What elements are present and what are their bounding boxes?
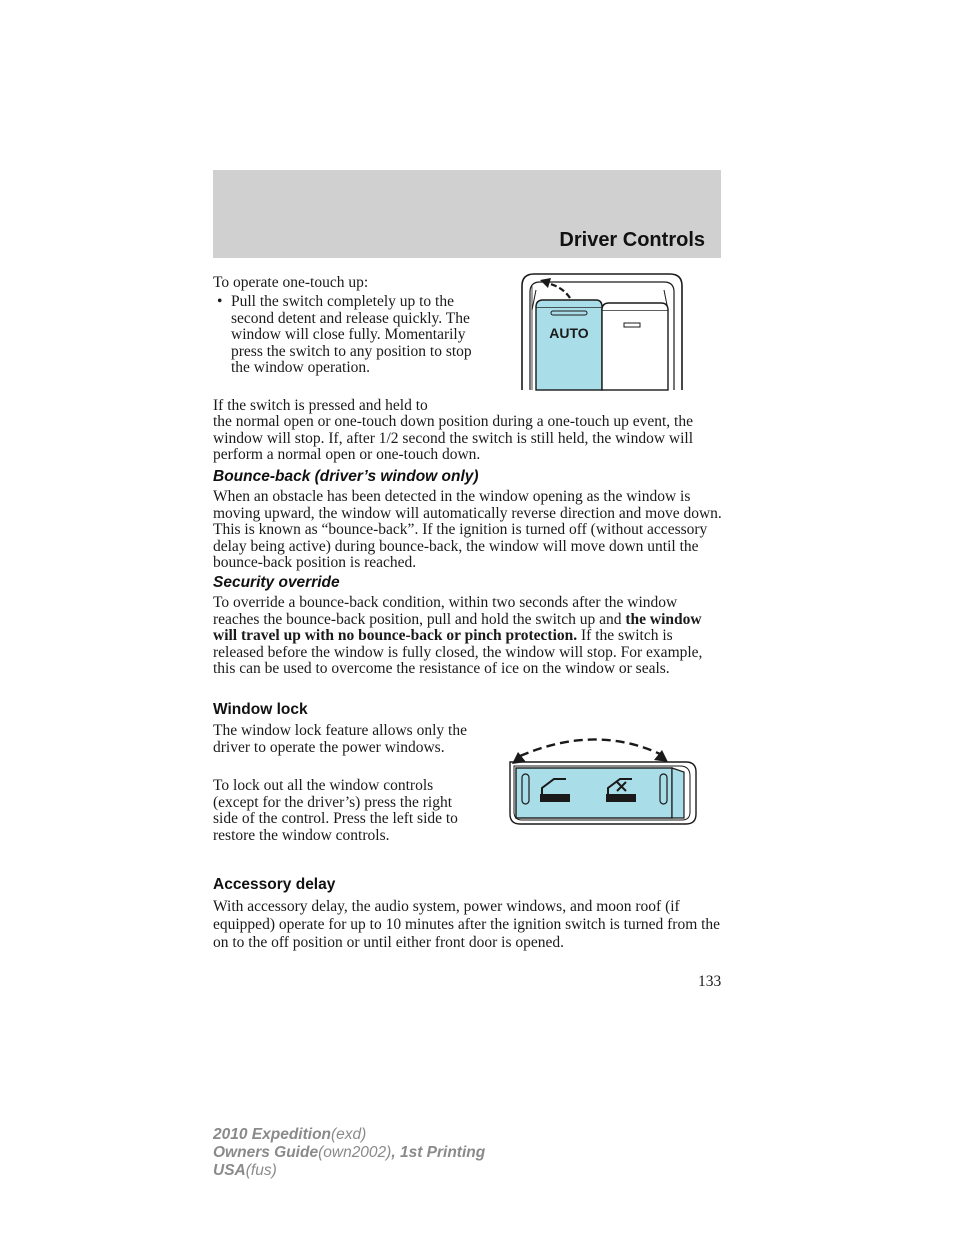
one-touch-bullet-text: Pull the switch completely up to the second detent and release quickly. The window will close fully. Momentarily press the switch to any position to stop the window operation. xyxy=(231,293,472,376)
one-touch-intro: To operate one-touch up: xyxy=(213,274,369,291)
window-lock-heading: Window lock xyxy=(213,701,308,718)
bounce-back-text: When an obstacle has been detected in the window opening as the window is moving upward, the window will automatically reverse direction and move down. This is known as “bounce-back”. If the ignition is turned off (without accessory delay being active) during bounce-back, the window will move down until the bounce-back position is reached. xyxy=(213,488,722,571)
print-footer xyxy=(213,1126,485,1180)
one-touch-para-rest: the normal open or one-touch down position during a one-touch up event, the window will stop. If, after 1/2 second the switch is still held, the window will perform a normal open or one-touch down. xyxy=(213,413,694,463)
bounce-back-heading: Bounce-back (driver’s window only) xyxy=(213,468,479,485)
accessory-delay-heading: Accessory delay xyxy=(213,876,336,893)
auto-switch-figure xyxy=(518,270,686,398)
window-lock-p2: To lock out all the window controls (except for the driver’s) press the right side of the control. Press the left side to restore the window controls. xyxy=(213,777,458,844)
footer-market: USA xyxy=(213,1162,246,1179)
security-text-after: If the switch is released before the window is fully closed, the window will stop. For example, this can be used to overcome the resistance of ice on the window or seals. xyxy=(213,627,703,677)
security-override-text xyxy=(213,595,725,678)
security-text-bold: the window will travel up with no bounce-back or pinch protection. xyxy=(213,610,702,644)
one-touch-para-start: If the switch is pressed and held to xyxy=(213,397,428,414)
accessory-delay-text: With accessory delay, the audio system, power windows, and moon roof (if equipped) operate for up to 10 minutes after the ignition switch is turned from the on to the off position or until either front door is opened. xyxy=(213,898,721,951)
footer-model: 2010 Expedition xyxy=(213,1126,332,1143)
security-text-before: To override a bounce-back condition, within two seconds after the window reaches the bounce-back position, pull and hold the switch up and xyxy=(213,594,678,628)
window-lock-p1: The window lock feature allows only the driver to operate the power windows. xyxy=(213,722,467,756)
footer-line-1 xyxy=(213,1126,485,1144)
window-lock-figure xyxy=(500,732,700,828)
footer-guide-code: (own2002) xyxy=(318,1144,392,1161)
footer-guide: Owners Guide xyxy=(213,1144,319,1161)
footer-printing: , 1st Printing xyxy=(391,1144,486,1161)
auto-label: AUTO xyxy=(549,325,589,341)
footer-line-3 xyxy=(213,1162,485,1180)
footer-market-code: (fus) xyxy=(245,1162,277,1179)
security-override-heading: Security override xyxy=(213,574,340,591)
page-number: 133 xyxy=(698,973,722,990)
bullet-marker: • xyxy=(217,293,223,310)
section-title: Driver Controls xyxy=(559,229,705,251)
section-header-band xyxy=(213,170,721,258)
footer-line-2 xyxy=(213,1144,485,1162)
footer-model-code: (exd) xyxy=(331,1126,367,1143)
